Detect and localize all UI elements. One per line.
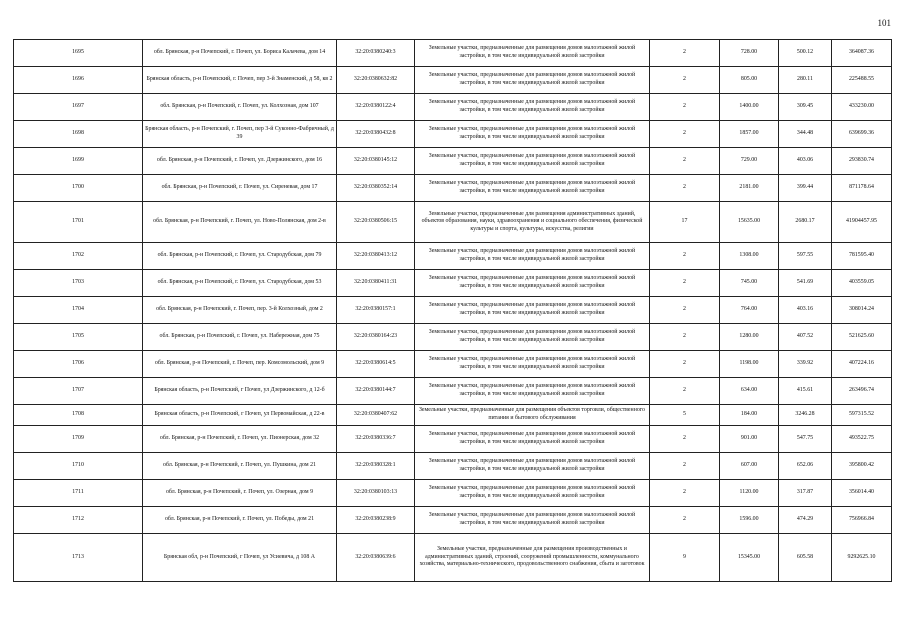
table-row xyxy=(14,351,892,378)
address-cell: обл. Брянская, р-н Почепский, г. Почеп, ул. Сиреневая, дом 17 xyxy=(143,175,337,202)
cadastral-value-cell: 395800.42 xyxy=(832,453,892,480)
table-row xyxy=(14,324,892,351)
cadastral-value-cell: 781595.40 xyxy=(832,243,892,270)
group-cell: 2 xyxy=(650,324,720,351)
row-number: 1711 xyxy=(14,480,143,507)
cadastral-value-cell: 756966.84 xyxy=(832,507,892,534)
table-row xyxy=(14,94,892,121)
cadastral-number-cell: 32:20:0380103:13 xyxy=(337,480,415,507)
rate-cell: 407.52 xyxy=(779,324,832,351)
row-number: 1696 xyxy=(14,67,143,94)
row-number: 1698 xyxy=(14,121,143,148)
land-use-cell: Земельные участки, предназначенные для размещения домов малоэтажной жилой застройки, в том числе индивидуальной жилой застройки xyxy=(415,324,650,351)
land-use-cell: Земельные участки, предназначенные для размещения домов малоэтажной жилой застройки, в том числе индивидуальной жилой застройки xyxy=(415,121,650,148)
rate-cell: 317.87 xyxy=(779,480,832,507)
cadastral-value-cell: 263496.74 xyxy=(832,378,892,405)
cadastral-number-cell: 32:20:0380238:9 xyxy=(337,507,415,534)
rate-cell: 547.75 xyxy=(779,426,832,453)
cadastral-value-cell: 9292625.10 xyxy=(832,534,892,582)
row-number: 1697 xyxy=(14,94,143,121)
area-cell: 764.00 xyxy=(720,297,779,324)
land-use-cell: Земельные участки, предназначенные для размещения производственных и административных зданий, строений, сооружений промышленности, коммунального хозяйства, материально-технического, продовольственного снабжения, сбыта и заготовок xyxy=(415,534,650,582)
land-use-cell: Земельные участки, предназначенные для размещения объектов торговли, общественного питания и бытового обслуживания xyxy=(415,405,650,426)
rate-cell: 2680.17 xyxy=(779,202,832,243)
table-row xyxy=(14,405,892,426)
cadastral-value-cell: 356014.40 xyxy=(832,480,892,507)
cadastral-number-cell: 32:20:0380506:15 xyxy=(337,202,415,243)
table-row xyxy=(14,507,892,534)
cadastral-number-cell: 32:20:0380614:5 xyxy=(337,351,415,378)
group-cell: 17 xyxy=(650,202,720,243)
land-use-cell: Земельные участки, предназначенные для размещения домов малоэтажной жилой застройки, в том числе индивидуальной жилой застройки xyxy=(415,507,650,534)
group-cell: 2 xyxy=(650,351,720,378)
address-cell: обл. Брянская, р-н Почепский, г. Почеп, ул. Ново-Полянская, дом 2-в xyxy=(143,202,337,243)
cadastral-number-cell: 32:20:0380164:23 xyxy=(337,324,415,351)
address-cell: Брянская область, р-н Почепский, г Почеп, ул Дзержинского, д 12-б xyxy=(143,378,337,405)
area-cell: 1400.00 xyxy=(720,94,779,121)
land-use-cell: Земельные участки, предназначенные для размещения домов малоэтажной жилой застройки, в том числе индивидуальной жилой застройки xyxy=(415,426,650,453)
cadastral-value-table xyxy=(13,39,892,582)
cadastral-value-cell: 521625.60 xyxy=(832,324,892,351)
group-cell: 9 xyxy=(650,534,720,582)
rate-cell: 339.92 xyxy=(779,351,832,378)
table-row xyxy=(14,175,892,202)
land-use-cell: Земельные участки, предназначенные для размещения домов малоэтажной жилой застройки, в том числе индивидуальной жилой застройки xyxy=(415,67,650,94)
cadastral-value-cell: 364087.36 xyxy=(832,40,892,67)
land-use-cell: Земельные участки, предназначенные для размещения домов малоэтажной жилой застройки, в том числе индивидуальной жилой застройки xyxy=(415,175,650,202)
rate-cell: 541.69 xyxy=(779,270,832,297)
land-use-cell: Земельные участки, предназначенные для размещения домов малоэтажной жилой застройки, в том числе индивидуальной жилой застройки xyxy=(415,453,650,480)
rate-cell: 500.12 xyxy=(779,40,832,67)
group-cell: 2 xyxy=(650,480,720,507)
table-row xyxy=(14,297,892,324)
rate-cell: 403.06 xyxy=(779,148,832,175)
cadastral-number-cell: 32:20:0380336:7 xyxy=(337,426,415,453)
land-use-cell: Земельные участки, предназначенные для размещения домов малоэтажной жилой застройки, в том числе индивидуальной жилой застройки xyxy=(415,40,650,67)
cadastral-number-cell: 32:20:0380145:12 xyxy=(337,148,415,175)
cadastral-number-cell: 32:20:0380432:8 xyxy=(337,121,415,148)
table-row xyxy=(14,67,892,94)
table-row xyxy=(14,534,892,582)
area-cell: 15635.00 xyxy=(720,202,779,243)
area-cell: 2181.00 xyxy=(720,175,779,202)
address-cell: Брянская обл, р-н Почепский, г Почеп, ул Усиевича, д 108 А xyxy=(143,534,337,582)
table-row xyxy=(14,148,892,175)
group-cell: 2 xyxy=(650,297,720,324)
group-cell: 2 xyxy=(650,67,720,94)
area-cell: 1308.00 xyxy=(720,243,779,270)
area-cell: 805.00 xyxy=(720,67,779,94)
land-use-cell: Земельные участки, предназначенные для размещения домов малоэтажной жилой застройки, в том числе индивидуальной жилой застройки xyxy=(415,378,650,405)
table-row xyxy=(14,426,892,453)
table-row xyxy=(14,453,892,480)
group-cell: 2 xyxy=(650,453,720,480)
rate-cell: 344.48 xyxy=(779,121,832,148)
address-cell: обл. Брянская, р-н Почепский, г. Почеп, ул. Озерная, дом 9 xyxy=(143,480,337,507)
group-cell: 2 xyxy=(650,426,720,453)
land-use-cell: Земельные участки, предназначенные для размещения домов малоэтажной жилой застройки, в том числе индивидуальной жилой застройки xyxy=(415,480,650,507)
rate-cell: 474.29 xyxy=(779,507,832,534)
area-cell: 634.00 xyxy=(720,378,779,405)
table-row xyxy=(14,40,892,67)
address-cell: обл. Брянская, р-н Почепский, г. Почеп, ул. Бориса Калачева, дом 14 xyxy=(143,40,337,67)
rate-cell: 399.44 xyxy=(779,175,832,202)
address-cell: обл. Брянская, р-н Почепский, г. Почеп, ул. Пушкина, дом 21 xyxy=(143,453,337,480)
land-use-cell: Земельные участки, предназначенные для размещения домов малоэтажной жилой застройки, в том числе индивидуальной жилой застройки xyxy=(415,243,650,270)
area-cell: 1280.00 xyxy=(720,324,779,351)
cadastral-number-cell: 32:20:0380352:14 xyxy=(337,175,415,202)
cadastral-value-cell: 871178.64 xyxy=(832,175,892,202)
row-number: 1713 xyxy=(14,534,143,582)
row-number: 1695 xyxy=(14,40,143,67)
land-use-cell: Земельные участки, предназначенные для размещения административных зданий, объектов образования, науки, здравоохранения и социального обеспечения, физической культуры и спорта, культуры, искусства, религии xyxy=(415,202,650,243)
cadastral-number-cell: 32:20:0380328:1 xyxy=(337,453,415,480)
row-number: 1708 xyxy=(14,405,143,426)
row-number: 1704 xyxy=(14,297,143,324)
rate-cell: 652.06 xyxy=(779,453,832,480)
group-cell: 2 xyxy=(650,40,720,67)
address-cell: Брянская область, р-н Почепский, г Почеп, ул Первомайская, д 22-в xyxy=(143,405,337,426)
cadastral-number-cell: 32:20:0380411:31 xyxy=(337,270,415,297)
area-cell: 745.00 xyxy=(720,270,779,297)
area-cell: 1857.00 xyxy=(720,121,779,148)
rate-cell: 309.45 xyxy=(779,94,832,121)
area-cell: 15345.00 xyxy=(720,534,779,582)
row-number: 1709 xyxy=(14,426,143,453)
row-number: 1710 xyxy=(14,453,143,480)
rate-cell: 280.11 xyxy=(779,67,832,94)
table-row xyxy=(14,202,892,243)
cadastral-value-cell: 493522.75 xyxy=(832,426,892,453)
address-cell: обл. Брянская, р-н Почепский, г. Почеп, ул. Набережная, дом 75 xyxy=(143,324,337,351)
cadastral-value-cell: 597315.52 xyxy=(832,405,892,426)
cadastral-value-cell: 308014.24 xyxy=(832,297,892,324)
cadastral-value-cell: 639699.36 xyxy=(832,121,892,148)
address-cell: обл. Брянская, р-н Почепский, г. Почеп, ул. Победы, дом 21 xyxy=(143,507,337,534)
cadastral-number-cell: 32:20:0380157:1 xyxy=(337,297,415,324)
address-cell: Брянская область, р-н Почепский, г. Почеп, пер 3-й Знаменский, д 58, кв 2 xyxy=(143,67,337,94)
area-cell: 1120.00 xyxy=(720,480,779,507)
area-cell: 1596.00 xyxy=(720,507,779,534)
row-number: 1701 xyxy=(14,202,143,243)
row-number: 1707 xyxy=(14,378,143,405)
cadastral-number-cell: 32:20:0380144:7 xyxy=(337,378,415,405)
cadastral-value-cell: 407224.16 xyxy=(832,351,892,378)
group-cell: 5 xyxy=(650,405,720,426)
address-cell: обл. Брянская, р-н Почепский, г. Почеп, ул. Дзержинского, дом 16 xyxy=(143,148,337,175)
page-number: 101 xyxy=(877,18,891,28)
cadastral-value-cell: 433230.00 xyxy=(832,94,892,121)
group-cell: 2 xyxy=(650,148,720,175)
row-number: 1703 xyxy=(14,270,143,297)
area-cell: 901.00 xyxy=(720,426,779,453)
group-cell: 2 xyxy=(650,270,720,297)
land-use-cell: Земельные участки, предназначенные для размещения домов малоэтажной жилой застройки, в том числе индивидуальной жилой застройки xyxy=(415,351,650,378)
area-cell: 728.00 xyxy=(720,40,779,67)
address-cell: обл. Брянская, р-н Почепский, г. Почеп, ул. Стародубская, дом 79 xyxy=(143,243,337,270)
area-cell: 184.00 xyxy=(720,405,779,426)
group-cell: 2 xyxy=(650,94,720,121)
cadastral-number-cell: 32:20:0380413:12 xyxy=(337,243,415,270)
group-cell: 2 xyxy=(650,378,720,405)
table-row xyxy=(14,270,892,297)
rate-cell: 597.55 xyxy=(779,243,832,270)
cadastral-number-cell: 32:20:0380407:62 xyxy=(337,405,415,426)
rate-cell: 605.58 xyxy=(779,534,832,582)
rate-cell: 415.61 xyxy=(779,378,832,405)
table-row xyxy=(14,378,892,405)
rate-cell: 3246.28 xyxy=(779,405,832,426)
group-cell: 2 xyxy=(650,243,720,270)
land-use-cell: Земельные участки, предназначенные для размещения домов малоэтажной жилой застройки, в том числе индивидуальной жилой застройки xyxy=(415,270,650,297)
land-use-cell: Земельные участки, предназначенные для размещения домов малоэтажной жилой застройки, в том числе индивидуальной жилой застройки xyxy=(415,297,650,324)
cadastral-value-cell: 41904457.95 xyxy=(832,202,892,243)
area-cell: 729.00 xyxy=(720,148,779,175)
table-row xyxy=(14,121,892,148)
row-number: 1706 xyxy=(14,351,143,378)
row-number: 1700 xyxy=(14,175,143,202)
cadastral-value-cell: 403559.05 xyxy=(832,270,892,297)
area-cell: 607.00 xyxy=(720,453,779,480)
rate-cell: 403.16 xyxy=(779,297,832,324)
address-cell: обл. Брянская, р-н Почепский, г. Почеп, ул. Колхозная, дом 107 xyxy=(143,94,337,121)
group-cell: 2 xyxy=(650,121,720,148)
row-number: 1705 xyxy=(14,324,143,351)
cadastral-number-cell: 32:20:0380240:3 xyxy=(337,40,415,67)
cadastral-number-cell: 32:20:0380122:4 xyxy=(337,94,415,121)
cadastral-value-cell: 225488.55 xyxy=(832,67,892,94)
land-use-cell: Земельные участки, предназначенные для размещения домов малоэтажной жилой застройки, в том числе индивидуальной жилой застройки xyxy=(415,148,650,175)
address-cell: обл. Брянская, р-н Почепский, г. Почеп, ул. Пионерская, дом 32 xyxy=(143,426,337,453)
table-row xyxy=(14,480,892,507)
cadastral-number-cell: 32:20:0380632:82 xyxy=(337,67,415,94)
area-cell: 1198.00 xyxy=(720,351,779,378)
cadastral-value-cell: 293830.74 xyxy=(832,148,892,175)
group-cell: 2 xyxy=(650,507,720,534)
table-row xyxy=(14,243,892,270)
row-number: 1702 xyxy=(14,243,143,270)
land-use-cell: Земельные участки, предназначенные для размещения домов малоэтажной жилой застройки, в том числе индивидуальной жилой застройки xyxy=(415,94,650,121)
address-cell: Брянская область, р-н Почепский, г. Почеп, пер 3-й Суконно-Фабричный, д 39 xyxy=(143,121,337,148)
row-number: 1699 xyxy=(14,148,143,175)
group-cell: 2 xyxy=(650,175,720,202)
address-cell: обл. Брянская, р-н Почепский, г. Почеп, пер. Комсомольский, дом 9 xyxy=(143,351,337,378)
address-cell: обл. Брянская, р-н Почепский, г. Почеп, пер. 3-й Колхозный, дом 2 xyxy=(143,297,337,324)
row-number: 1712 xyxy=(14,507,143,534)
cadastral-number-cell: 32:20:0380639:6 xyxy=(337,534,415,582)
address-cell: обл. Брянская, р-н Почепский, г. Почеп, ул. Стародубская, дом 53 xyxy=(143,270,337,297)
